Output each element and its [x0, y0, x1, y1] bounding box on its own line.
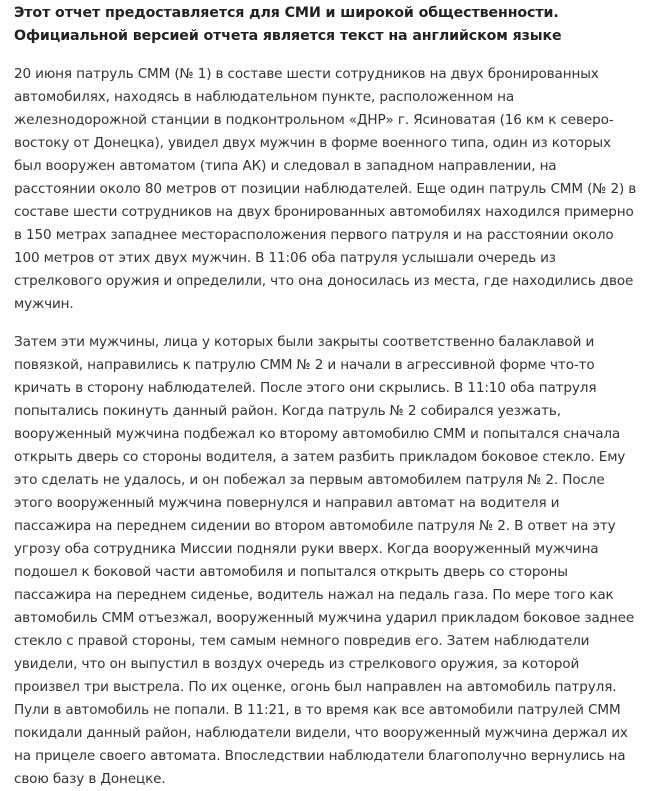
- report-paragraph-2: Затем эти мужчины, лица у которых были закрыты соответственно балаклавой и повязкой, направились к патрулю СММ № 2 и начали в агрессивной форме что-то кричать в сторону наблюдателей. После этого они скрылись. В 11:10 оба патруля попытались покинуть данный район. Когда патруль № 2 собирался уезжать, вооруженный мужчина подбежал ко второму автомобилю СММ и попытался сначала открыть дверь со стороны водителя, а затем разбить прикладом боковое стекло. Ему это сделать не удалось, и он побежал за первым автомобилем патруля № 2. После этого вооруженный мужчина повернулся и направил автомат на водителя и пассажира на переднем сидении во втором автомобиле патруля № 2. В ответ на эту угрозу оба сотрудника Миссии подняли руки вверх. Когда вооруженный мужчина подошел к боковой части автомобиля и попытался открыть дверь со стороны пассажира на переднем сиденье, водитель нажал на педаль газа. По мере того как автомобиль СММ отъезжал, вооруженный мужчина ударил прикладом боковое заднее стекло с правой стороны, тем самым немного повредив его. Затем наблюдатели увидели, что он выпустил в воздух очередь из стрелкового оружия, за которой произвел три выстрела. По их оценке, огонь был направлен на автомобиль патруля. Пули в автомобиль не попали. В 11:21, в то время как все автомобили патрулей СММ покидали данный район, наблюдатели видели, что вооруженный мужчина держал их на прицеле своего автомата. Впоследствии наблюдатели благополучно вернулись на свою базу в Донецке.: [14, 334, 635, 787]
- report-disclaimer: Этот отчет предоставляется для СМИ и широкой общественности. Официальной версией отчета является текст на английском языке: [14, 5, 562, 44]
- report-paragraph-1: 20 июня патруль СММ (№ 1) в составе шести сотрудников на двух бронированных автомобилях, находясь в наблюдательном пункте, расположенном на железнодорожной станции в подконтрольном «ДНР» г. Ясиноватая (16 км к северо-востоку от Донецка), увидел двух мужчин в форме военного типа, один из которых был вооружен автоматом (типа АК) и следовал в западном направлении, на расстоянии около 80 метров от позиции наблюдателей. Еще один патруль СММ (№ 2) в составе шести сотрудников на двух бронированных автомобилях находился примерно в 150 метрах западнее месторасположения первого патруля и на расстоянии около 100 метров от этих двух мужчин. В 11:06 оба патруля услышали очередь из стрелкового оружия и определили, что она доносилась из места, где находились двое мужчин.: [14, 66, 637, 312]
